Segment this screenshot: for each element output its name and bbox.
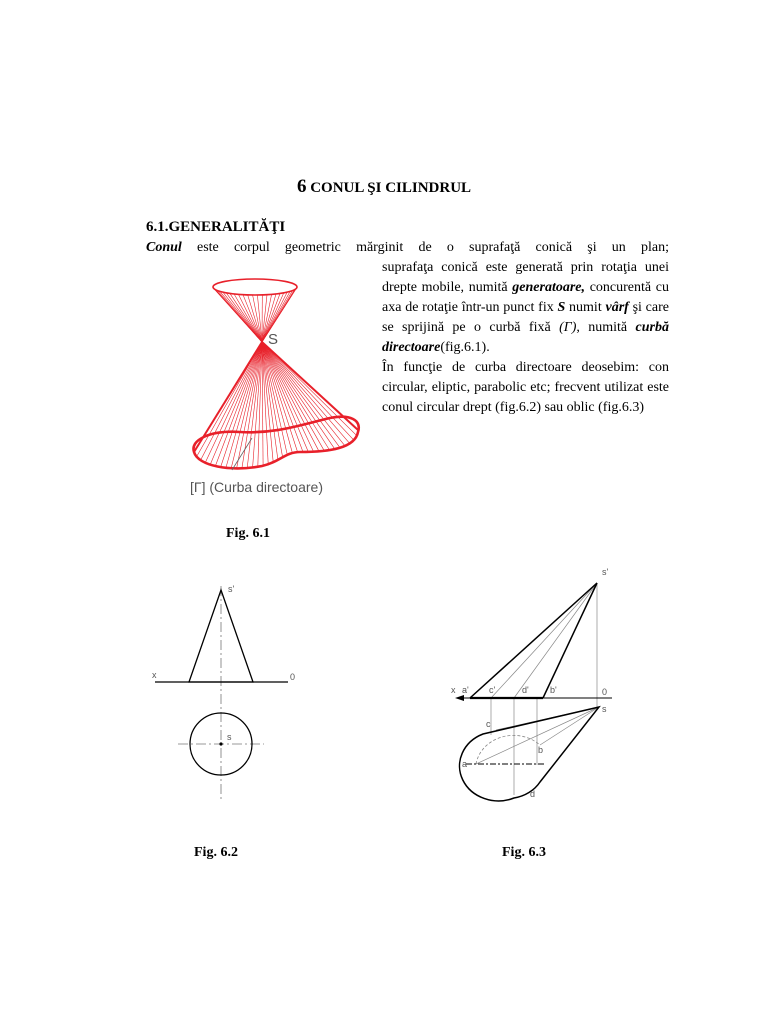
- fig3-label-c: c: [486, 719, 491, 729]
- paragraph-text: suprafaţa conică este generată prin rotaţia unei drepte mobile, numită: [382, 260, 669, 295]
- fig3-label-s-prime: s': [602, 567, 609, 577]
- fig1-lower-generatrix: [262, 342, 303, 452]
- paragraph-text: este corpul geometric mărginit de o suprafaţă conică şi un plan;: [181, 240, 669, 255]
- fig2-label-x: x: [152, 670, 157, 680]
- term-curba-directoare: curbă directoare: [382, 320, 669, 355]
- fig1-lower-generatrix: [262, 342, 354, 440]
- fig2-center-point: [219, 742, 222, 745]
- fig3-label-b: b: [538, 745, 544, 755]
- fig3-front-line-d: [514, 583, 597, 698]
- fig2-label-s: s: [227, 732, 232, 742]
- fig3-label-b-prime: b': [550, 685, 557, 695]
- fig1-lower-generatrix: [262, 342, 324, 451]
- fig1-upper-generatrix: [223, 292, 262, 342]
- figure-6-3: [445, 560, 625, 805]
- fig3-label-s: s: [602, 704, 607, 714]
- fig1-generatrix-lines: [194, 287, 357, 468]
- figure-6-1: [190, 275, 370, 505]
- fig1-top-ellipse: [213, 279, 297, 295]
- paragraph-text: (fig.6.1).: [440, 340, 490, 355]
- chapter-title: [0, 176, 768, 198]
- fig1-lower-generatrix: [262, 342, 350, 443]
- fig3-label-0: 0: [602, 687, 608, 697]
- fig1-lower-generatrix: [221, 342, 262, 467]
- fig3-label-x: x: [451, 685, 456, 695]
- figure-6-2-caption: Fig. 6.2: [194, 845, 238, 860]
- fig3-top-view-contour: [460, 707, 599, 801]
- fig3-label-d-prime: d': [522, 685, 529, 695]
- fig3-front-generatrix-b: [543, 583, 597, 698]
- paragraph-text: numit: [565, 300, 606, 315]
- term-varf: vârf: [605, 300, 629, 315]
- fig3-label-a: a: [462, 759, 468, 769]
- fig1-lower-generatrix: [205, 342, 262, 463]
- fig3-front-line-c: [491, 583, 597, 698]
- fig3-label-d: d: [530, 789, 536, 799]
- paragraph-text: concurentă cu axa de rotaţie într-un punct fix: [382, 280, 669, 315]
- fig1-lower-generatrix: [262, 342, 335, 449]
- fig3-top-line-a: [476, 707, 599, 764]
- paragraph-text: , numită: [576, 320, 636, 335]
- paragraph-line-1: [146, 238, 669, 258]
- paragraph-part-2: În funcţie de curba directoare deosebim: con circular, eliptic, parabolic etc; frecvent utilizat este conul circular drept (fig.6.2) sau oblic (fig.6.3): [382, 360, 669, 415]
- figure-6-3-caption: Fig. 6.3: [502, 845, 546, 860]
- fig3-front-generatrix-a: [470, 583, 597, 698]
- fig2-label-s-prime: s': [228, 584, 235, 594]
- term-generatoare: generatoare,: [512, 280, 586, 295]
- fig1-lower-generatrix: [262, 342, 308, 452]
- term-conul: Conul: [146, 240, 182, 255]
- fig1-lower-generatrix: [262, 342, 330, 450]
- paragraph-text: şi care se sprijină pe o curbă fixă: [382, 300, 669, 335]
- chapter-title-text: CONUL ŞI CILINDRUL: [310, 180, 472, 196]
- fig1-base-curve: [193, 417, 358, 469]
- fig2-label-0: 0: [290, 672, 296, 682]
- section-title: 6.1.GENERALITĂŢI: [146, 219, 286, 235]
- fig3-top-line-b: [540, 707, 599, 745]
- fig1-lower-generatrix: [226, 342, 262, 468]
- fig1-label-s: S: [268, 331, 279, 348]
- chapter-number: 6: [296, 176, 307, 197]
- fig1-left-generatrix: [194, 342, 262, 452]
- fig1-label-curve: [Γ] (Curba directoare): [190, 479, 323, 495]
- fig1-upper-generatrix: [226, 293, 262, 342]
- figure-6-2: [145, 580, 305, 810]
- fig3-label-a-prime: a': [462, 685, 469, 695]
- paragraph-body: [382, 258, 669, 418]
- fig1-upper-generatrix: [243, 295, 262, 342]
- figure-6-1-caption: Fig. 6.1: [226, 526, 270, 541]
- fig3-label-c-prime: c': [489, 685, 496, 695]
- paragraph-part-1: [382, 258, 669, 358]
- fig3-axis-arrow: [455, 695, 464, 701]
- term-s: S: [557, 300, 566, 315]
- term-gamma: (Γ): [559, 320, 577, 335]
